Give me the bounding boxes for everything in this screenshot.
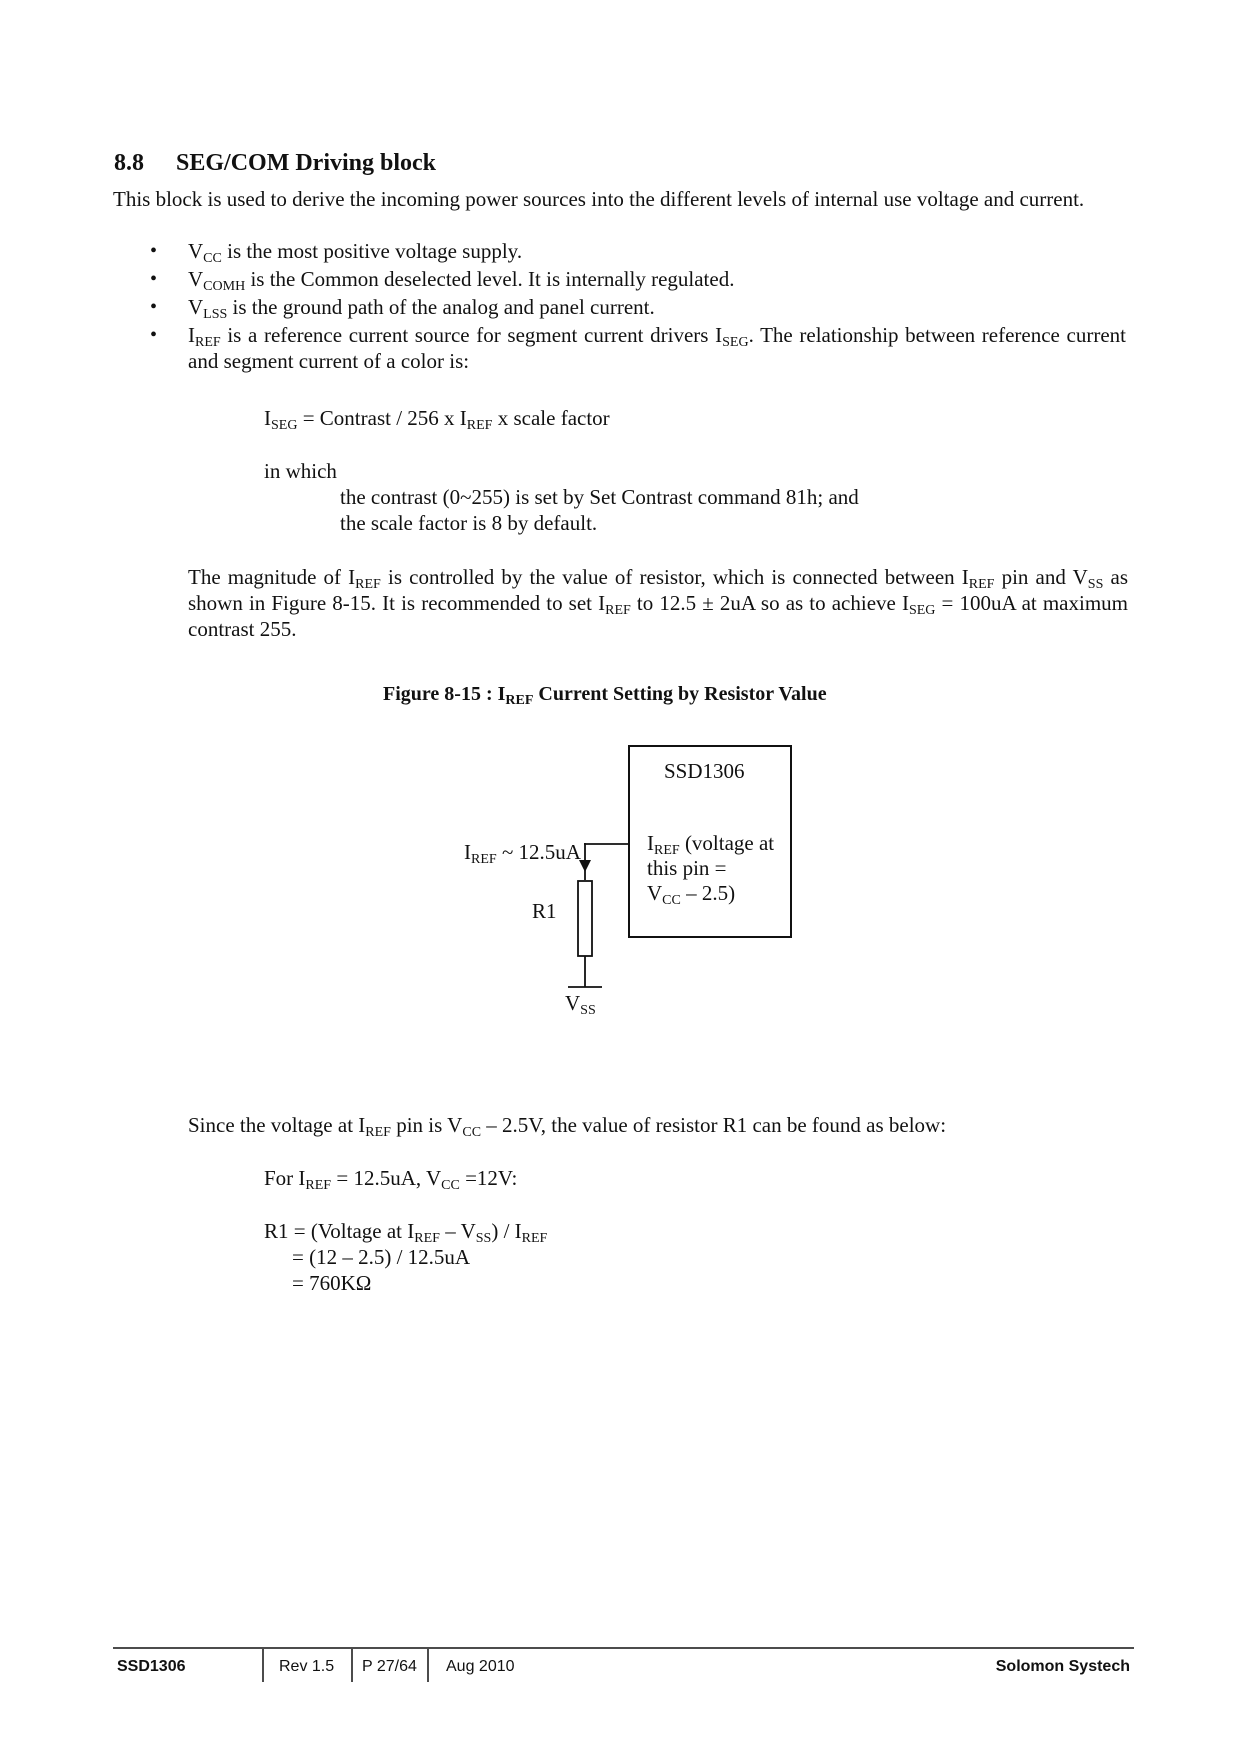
footer-product: SSD1306 (117, 1658, 186, 1675)
calc-line-1: R1 = (Voltage at $I_{REF} - V_{SS}) / I_{REF}$ (264, 1219, 548, 1246)
bullet-dot: • (150, 324, 158, 346)
bullet-dot: • (150, 296, 158, 318)
bullet-text: $I_{REF}$ is a reference current source for segment current drivers $I_{SEG}$. The relationship between reference current and segment current of a color is: (188, 323, 1126, 373)
footer-revision: Rev 1.5 (279, 1658, 335, 1675)
chip-label: SSD1306 (664, 759, 745, 783)
figure-caption: Figure 8-15 : $I_{REF}$ Current Setting by Resistor Value (383, 683, 827, 708)
footer-date: Aug 2010 (446, 1658, 515, 1675)
in-which-line-1: the contrast (0~255) is set by Set Contrast command 81h; and (340, 485, 859, 509)
pin-label-line-2: this pin = (647, 856, 727, 880)
ground-label: $V_{SS}$ (565, 991, 596, 1018)
footer-page: P 27/64 (362, 1658, 417, 1675)
calc-line-2: = (12 – 2.5) / 12.5uA (292, 1245, 471, 1269)
pin-label-line-1: $I_{REF}$ (voltage at (647, 831, 775, 858)
pin-label-line-3: $V_{CC} - 2.5$) (647, 881, 736, 908)
bullet-text: $V_{COMH}$ is the Common deselected level. It is internally regulated. (188, 267, 735, 294)
current-label: $I_{REF}$ ~ 12.5uA (464, 840, 581, 867)
bullet-text: $V_{LSS}$ is the ground path of the analog and panel current. (188, 295, 655, 322)
bullet-dot: • (150, 240, 158, 262)
bullet-text: $V_{CC}$ is the most positive voltage supply. (188, 239, 523, 266)
magnitude-paragraph: The magnitude of $I_{REF}$ is controlled by the value of resistor, which is connected between $I_{REF}$ pin and $V_{SS}$ as shown in Figure 8-15. It is recommended to set $I_{REF}$ to 12.5 ± 2uA so as to achieve $I_{SEG} = 100uA$ at maximum contrast 255. (188, 565, 1128, 641)
in-which-line-2: the scale factor is 8 by default. (340, 511, 598, 535)
calc-line-3: = 760KΩ (292, 1271, 372, 1295)
section-title: SEG/COM Driving block (176, 150, 437, 176)
in-which-label: in which (264, 459, 337, 483)
iseg-formula: $I_{SEG}$ = Contrast / 256 x $I_{REF}$ x scale factor (264, 406, 610, 433)
intro-paragraph: This block is used to derive the incoming power sources into the different levels of internal use voltage and current. (113, 187, 1085, 211)
for-line: For $I_{REF} = 12.5uA$, $V_{CC} =12V$: (264, 1166, 518, 1193)
section-number: 8.8 (114, 150, 144, 176)
since-paragraph: Since the voltage at $I_{REF}$ pin is $V_{CC} - 2.5V$, the value of resistor R1 can be found as below: (188, 1113, 947, 1140)
bullet-dot: • (150, 268, 158, 290)
footer-company: Solomon Systech (995, 1658, 1130, 1675)
resistor-label: R1 (532, 899, 557, 923)
